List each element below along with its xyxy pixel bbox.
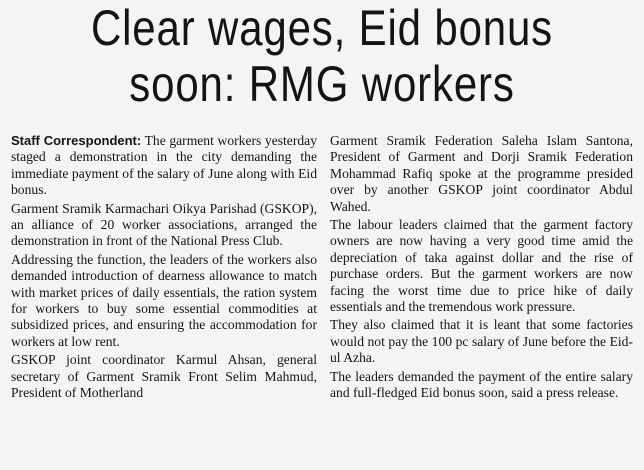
paragraph-text: The garment workers yesterday staged a demonstration in the city demanding the immediate payment of the salary of June along with Eid bonus.	[11, 133, 317, 198]
headline-line-2: soon: RMG workers	[129, 56, 515, 112]
article-column-right	[330, 133, 633, 404]
paragraph: Garment Sramik Federation Saleha Islam Santona, President of Garment and Dorji Sramik Federation Mohammad Rafiq spoke at the programme presided over by another GSKOP joint coordinator Abdul Wahed.	[330, 133, 633, 214]
paragraph: The leaders demanded the payment of the entire salary and full-fledged Eid bonus soon, said a press release.	[330, 368, 633, 401]
paragraph: Addressing the function, the leaders of the workers also demanded introduction of dearness allowance to match with market prices of daily essentials, the ration system for workers to buy some essential commodities at subsidized prices, and ensuring the accommodation for workers at low rent.	[11, 251, 317, 349]
paragraph: They also claimed that it is leant that some factories would not pay the 100 pc salary of June before the Eid-ul Azha.	[330, 317, 633, 366]
paragraph: Garment Sramik Karmachari Oikya Parishad (GSKOP), an alliance of 20 worker associations, arranged the demonstration in front of the National Press Club.	[11, 200, 317, 249]
byline: Staff Correspondent:	[11, 133, 142, 148]
paragraph	[11, 133, 317, 199]
headline	[52, 0, 593, 112]
article-column-left	[11, 133, 317, 404]
paragraph: GSKOP joint coordinator Karmul Ahsan, general secretary of Garment Sramik Front Selim Mahmud, President of Motherland	[11, 352, 317, 401]
paragraph: The labour leaders claimed that the garment factory owners are now having a very good time amid the depreciation of taka against dollar and the rise of purchase orders. But the garment workers are now facing the worst time due to price hike of daily essentials and the tremendous work pressure.	[330, 217, 633, 315]
headline-line-1: Clear wages, Eid bonus	[90, 0, 554, 56]
